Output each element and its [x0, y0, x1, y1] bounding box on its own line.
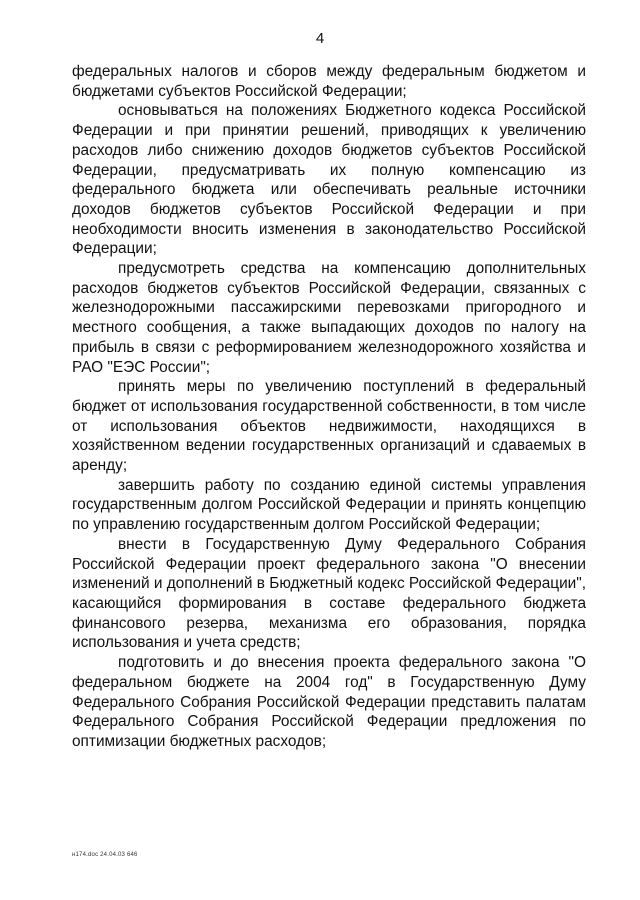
paragraph-continuation: федеральных налогов и сборов между федеральным бюджетом и бюджетами субъектов Российской Федерации;	[72, 63, 586, 100]
paragraph-debt-management: завершить работу по созданию единой системы управления государственным долгом Российской Федерации и принять концепцию по управлению государственным долгом Российской Федерации;	[72, 476, 586, 534]
paragraph-expense-optimization: подготовить и до внесения проекта федерального закона "О федеральном бюджете на 2004 год" в Государственную Думу Федерального Собрания Российской Федерации представить палатам Федерального Собрания Российской Федерации предложения по оптимизации бюджетных расходов;	[72, 654, 586, 750]
page-number: 4	[315, 30, 325, 47]
paragraph-financial-reserve: внести в Государственную Думу Федерального Собрания Российской Федерации проект федерального закона "О внесении изменений и дополнений в Бюджетный кодекс Российской Федерации", касающийся формирования в составе федерального бюджета финансового резерва, механизма его образования, порядка использования и учета средств;	[72, 535, 587, 652]
document-footer: н174.doc 24.04.03 646	[72, 852, 138, 858]
paragraph-railway-compensation: предусмотреть средства на компенсацию дополнительных расходов бюджетов субъектов Российской Федерации, связанных с железнодорожными пассажирскими перевозками пригородного и местного сообщения, а также выпадающих доходов по налогу на прибыль в связи с реформированием железнодорожного хозяйства и РАО "ЕЭС России";	[72, 260, 586, 376]
paragraph-budget-code: основываться на положениях Бюджетного кодекса Российской Федерации и при принятии решений, приводящих к увеличению расходов либо снижению доходов бюджетов субъектов Российской Федерации, предусматривать их полную компенсацию из федерального бюджета или обеспечивать реальные источники доходов бюджетов субъектов Российской Федерации и при необходимости вносить изменения в законодательство Российской Федерации;	[72, 102, 586, 258]
document-body	[72, 62, 586, 752]
paragraph-state-property: принять меры по увеличению поступлений в федеральный бюджет от использования государственной собственности, в том числе от использования объектов недвижимости, находящихся в хозяйственном ведении государственных организаций и сдаваемых в аренду;	[72, 378, 586, 475]
